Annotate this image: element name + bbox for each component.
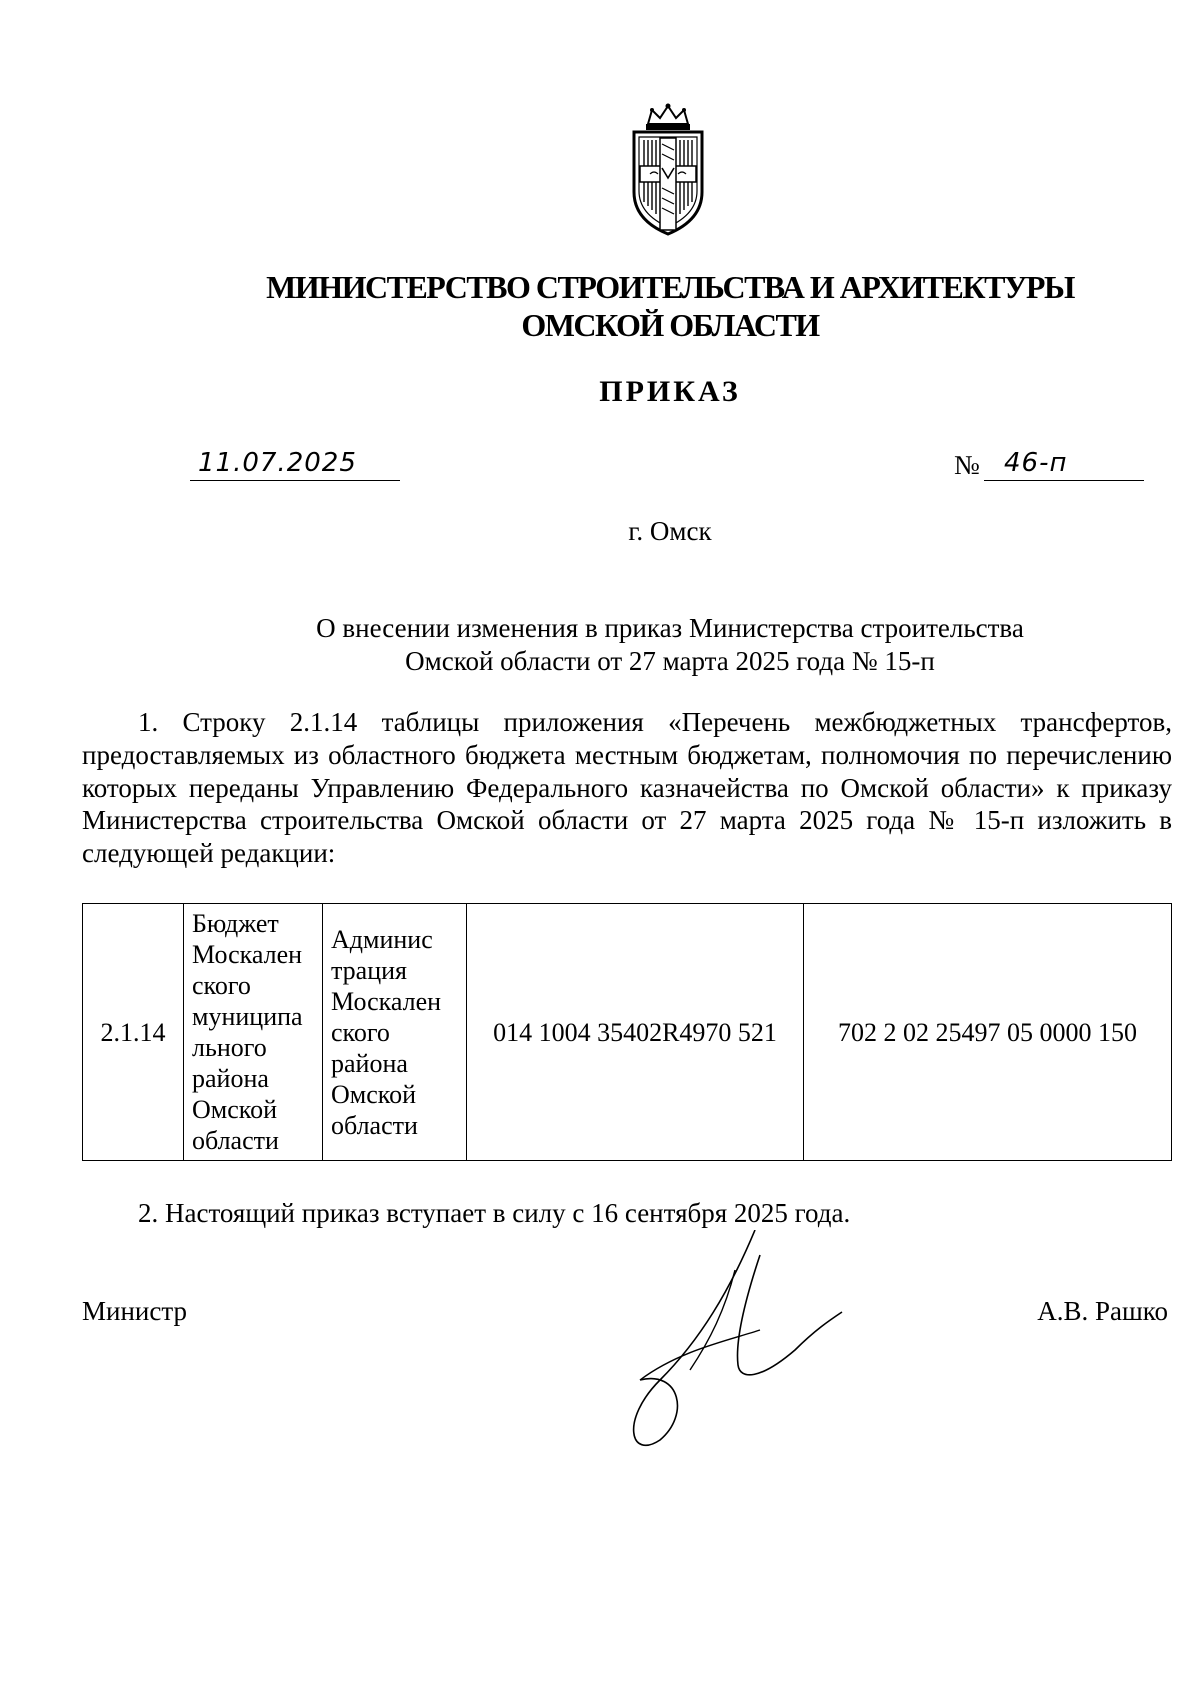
budget-line: Омской bbox=[192, 1095, 277, 1124]
admin-line: области bbox=[331, 1110, 418, 1140]
replacement-table bbox=[82, 903, 1172, 1161]
order-date-field bbox=[190, 446, 400, 481]
subject-line1: О внесении изменения в приказ Министерства строительства bbox=[316, 613, 1024, 643]
admin-line: Админис bbox=[331, 924, 433, 954]
ministry-name-line1: МИНИСТЕРСТВО СТРОИТЕЛЬСТВА И АРХИТЕКТУРЫ bbox=[266, 269, 1074, 305]
kbk-cell: 014 1004 35402R4970 521 bbox=[467, 904, 804, 1161]
signer-title: Министр bbox=[82, 1296, 187, 1326]
admin-line: Омской bbox=[331, 1079, 416, 1109]
row-code-cell: 2.1.14 bbox=[83, 904, 184, 1161]
order-number-field bbox=[984, 446, 1144, 481]
budget-line: Бюджет bbox=[192, 909, 279, 938]
order-number-sign: № bbox=[954, 450, 980, 480]
budget-line: льного bbox=[192, 1033, 267, 1062]
budget-cell bbox=[184, 904, 323, 1161]
body-paragraph-2: 2. Настоящий приказ вступает в силу с 16 сентября 2025 года. bbox=[138, 1198, 851, 1228]
table-row bbox=[83, 904, 1172, 1161]
budget-line: района bbox=[192, 1064, 269, 1093]
coat-of-arms-emblem bbox=[620, 102, 716, 240]
admin-line: Москален bbox=[331, 986, 442, 1016]
budget-line: ского bbox=[192, 971, 251, 1000]
body-paragraph-1: 1. Строку 2.1.14 таблицы приложения «Перечень межбюджетных трансфертов, предоставляемых из областного бюджета местным бюджетам, полномочия по перечислению которых переданы Управлению Федерального казначейства по Омской области» к приказу Министерства строительства Омской области от 27 марта 2025 года № 15-п изложить в следующей редакции: bbox=[82, 707, 1172, 869]
income-code-cell: 702 2 02 25497 05 0000 150 bbox=[804, 904, 1172, 1161]
order-number: 46-п bbox=[1004, 448, 1068, 478]
administrator-cell bbox=[323, 904, 467, 1161]
ministry-name-line2: ОМСКОЙ ОБЛАСТИ bbox=[521, 307, 819, 343]
budget-line: муниципа bbox=[192, 1002, 303, 1031]
issue-city: г. Омск bbox=[628, 516, 712, 546]
order-date: 11.07.2025 bbox=[198, 448, 357, 478]
budget-line: Москален bbox=[192, 940, 303, 969]
admin-line: района bbox=[331, 1048, 408, 1078]
admin-line: ского bbox=[331, 1017, 390, 1047]
signer-name: А.В. Рашко bbox=[1037, 1296, 1168, 1326]
document-type-title: ПРИКАЗ bbox=[599, 375, 741, 408]
handwritten-signature bbox=[620, 1230, 860, 1450]
budget-line: области bbox=[192, 1126, 279, 1155]
subject-line2: Омской области от 27 марта 2025 года № 15-п bbox=[405, 646, 935, 676]
admin-line: трация bbox=[331, 955, 408, 985]
